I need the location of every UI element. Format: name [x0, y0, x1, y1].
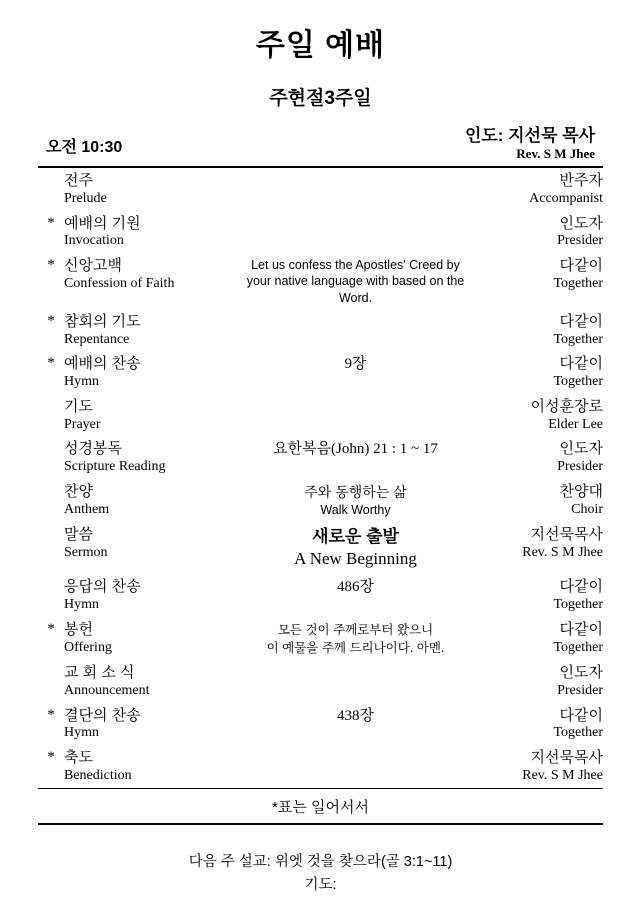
order-item [64, 211, 236, 254]
order-participant-en: Rev. S M Jhee [522, 768, 603, 784]
order-item [64, 703, 236, 746]
order-item [64, 574, 236, 617]
order-detail-line: your native language with based on the Word. [246, 274, 465, 305]
order-participant-kr: 다같이 [559, 620, 603, 638]
order-participant-en: Together [553, 374, 603, 390]
order-item-en: Anthem [64, 501, 110, 517]
order-item-kr: 예배의 기원 [64, 214, 141, 232]
order-participant-en: Accompanist [529, 190, 603, 206]
order-participant-en: Together [553, 639, 603, 655]
order-item-en: Hymn [64, 725, 99, 741]
order-participant-kr: 다같이 [559, 706, 603, 724]
standing-marker [38, 660, 64, 703]
order-detail-line: 486장 [337, 579, 374, 596]
standing-marker: * [47, 257, 55, 274]
order-participant [475, 436, 603, 479]
order-participant-en: Together [553, 725, 603, 741]
order-item-kr: 봉헌 [64, 620, 93, 638]
standing-footnote: *표는 일어서서 [272, 798, 369, 816]
order-participant [475, 522, 603, 574]
order-detail [236, 253, 475, 309]
order-item-en: Announcement [64, 682, 150, 698]
order-item-kr: 신앙고백 [64, 257, 122, 275]
order-participant-kr: 다같이 [559, 257, 603, 275]
order-detail [236, 394, 475, 437]
standing-marker: * [47, 355, 55, 372]
order-item [64, 351, 236, 394]
order-participant-en: Presider [557, 682, 603, 698]
order-participant [475, 574, 603, 617]
order-participant-en: Together [553, 597, 603, 613]
order-participant [475, 660, 603, 703]
order-item [64, 745, 236, 788]
order-item-en: Hymn [64, 374, 99, 390]
order-item-kr: 참회의 기도 [64, 312, 141, 330]
order-of-worship-table [38, 168, 603, 788]
order-row [38, 479, 603, 522]
order-participant-kr: 다같이 [559, 355, 603, 373]
order-detail-line: 9장 [344, 356, 367, 373]
next-sermon-note: 다음 주 설교: 위엣 것을 찾으라(골 3:1~11) [188, 853, 453, 870]
order-item-kr: 축도 [64, 749, 93, 767]
order-item-en: Scripture Reading [64, 459, 166, 475]
order-row [38, 617, 603, 660]
order-item-en: Prelude [64, 190, 107, 206]
order-row [38, 745, 603, 788]
order-participant-en: Presider [557, 233, 603, 249]
order-participant-kr: 이성훈장로 [530, 397, 603, 415]
order-detail-line: 주와 동행하는 삶 [304, 484, 407, 501]
order-participant-kr: 반주자 [559, 172, 603, 189]
order-participant-kr: 인도자 [559, 440, 603, 458]
standing-marker [38, 436, 64, 479]
order-item [64, 660, 236, 703]
page-subtitle: 주현절3주일 [269, 88, 372, 109]
order-detail [236, 168, 475, 211]
standing-marker: * [47, 620, 55, 637]
order-detail [236, 479, 475, 522]
order-item-kr: 기도 [64, 397, 93, 415]
page-title: 주일 예배 [255, 29, 386, 62]
order-item [64, 168, 236, 211]
standing-marker [38, 479, 64, 522]
order-participant [475, 617, 603, 660]
order-item-en: Repentance [64, 331, 130, 347]
prayer-note: 기도: [304, 877, 337, 893]
standing-marker [38, 522, 64, 574]
order-detail [236, 617, 475, 660]
order-row [38, 211, 603, 254]
order-participant-kr: 지선묵목사 [530, 526, 603, 544]
order-item-en: Confession of Faith [64, 275, 175, 291]
order-participant-kr: 지선묵목사 [530, 749, 603, 767]
order-item [64, 394, 236, 437]
order-item-en: Benediction [64, 768, 132, 784]
worship-bulletin-page [0, 20, 641, 910]
order-detail [236, 703, 475, 746]
order-row [38, 394, 603, 437]
order-participant-en: Rev. S M Jhee [522, 545, 603, 561]
order-item [64, 253, 236, 309]
order-participant [475, 253, 603, 309]
service-meta [38, 124, 603, 166]
order-row [38, 522, 603, 574]
order-detail [236, 745, 475, 788]
order-row [38, 309, 603, 352]
order-detail [236, 574, 475, 617]
order-item-kr: 교 회 소 식 [64, 664, 135, 682]
standing-marker: * [47, 706, 55, 723]
order-item-kr: 예배의 찬송 [64, 355, 141, 373]
order-participant-en: Presider [557, 459, 603, 475]
order-row [38, 168, 603, 211]
order-participant [475, 745, 603, 788]
order-detail [236, 351, 475, 394]
bottom-notes [38, 851, 603, 897]
order-participant [475, 394, 603, 437]
order-row [38, 660, 603, 703]
order-item-kr: 결단의 찬송 [64, 706, 141, 724]
order-row [38, 436, 603, 479]
order-item [64, 617, 236, 660]
order-participant-kr: 인도자 [559, 214, 603, 232]
order-item-en: Hymn [64, 597, 99, 613]
order-row [38, 253, 603, 309]
order-item-en: Invocation [64, 233, 124, 249]
footnote-divider [38, 823, 603, 825]
order-item [64, 479, 236, 522]
standing-marker: * [47, 749, 55, 766]
order-detail [236, 522, 475, 574]
order-detail [236, 211, 475, 254]
order-detail [236, 309, 475, 352]
standing-marker: * [47, 312, 55, 329]
service-time: 오전 10:30 [46, 139, 123, 156]
service-leader [465, 126, 595, 161]
order-detail [236, 660, 475, 703]
order-participant-en: Together [553, 275, 603, 291]
order-detail-line: 새로운 출발 [312, 527, 399, 547]
standing-marker [38, 394, 64, 437]
order-participant [475, 168, 603, 211]
order-participant-kr: 찬양대 [559, 483, 603, 501]
order-item-kr: 말씀 [64, 526, 93, 544]
order-participant-kr: 인도자 [559, 664, 603, 682]
service-leader-en: Rev. S M Jhee [516, 145, 595, 161]
order-participant [475, 351, 603, 394]
order-detail-line: 이 예물을 주께 드리나이다. 아멘. [266, 641, 445, 656]
order-detail-line: 요한복음(John) 21 : 1 ~ 17 [273, 441, 438, 458]
order-item [64, 309, 236, 352]
order-item-kr: 응답의 찬송 [64, 578, 141, 596]
order-detail-line: Walk Worthy [320, 503, 391, 518]
order-detail-line: A New Beginning [294, 549, 417, 569]
order-row [38, 351, 603, 394]
order-item-en: Prayer [64, 416, 101, 432]
standing-marker [38, 574, 64, 617]
standing-marker [38, 168, 64, 211]
order-detail-line: 438장 [337, 707, 374, 724]
order-participant [475, 211, 603, 254]
order-item-en: Offering [64, 639, 112, 655]
order-participant-en: Elder Lee [548, 416, 603, 432]
order-row [38, 574, 603, 617]
order-item [64, 436, 236, 479]
order-participant [475, 309, 603, 352]
order-detail [236, 436, 475, 479]
order-participant-kr: 다같이 [559, 578, 603, 596]
service-leader-kr: 인도: 지선묵 목사 [464, 126, 595, 145]
order-item-kr: 찬양 [64, 483, 93, 501]
order-detail-line: Let us confess the Apostles' Creed by [251, 258, 460, 273]
order-participant-en: Choir [571, 501, 603, 517]
order-item [64, 522, 236, 574]
order-participant [475, 703, 603, 746]
order-item-en: Sermon [64, 545, 108, 561]
order-item-kr: 전주 [64, 172, 93, 189]
order-detail-line: 모든 것이 주께로부터 왔으니 [277, 622, 434, 637]
order-participant [475, 479, 603, 522]
standing-marker: * [47, 214, 55, 231]
order-participant-en: Together [553, 331, 603, 347]
order-item-kr: 성경봉독 [64, 440, 122, 458]
order-row [38, 703, 603, 746]
order-participant-kr: 다같이 [559, 312, 603, 330]
